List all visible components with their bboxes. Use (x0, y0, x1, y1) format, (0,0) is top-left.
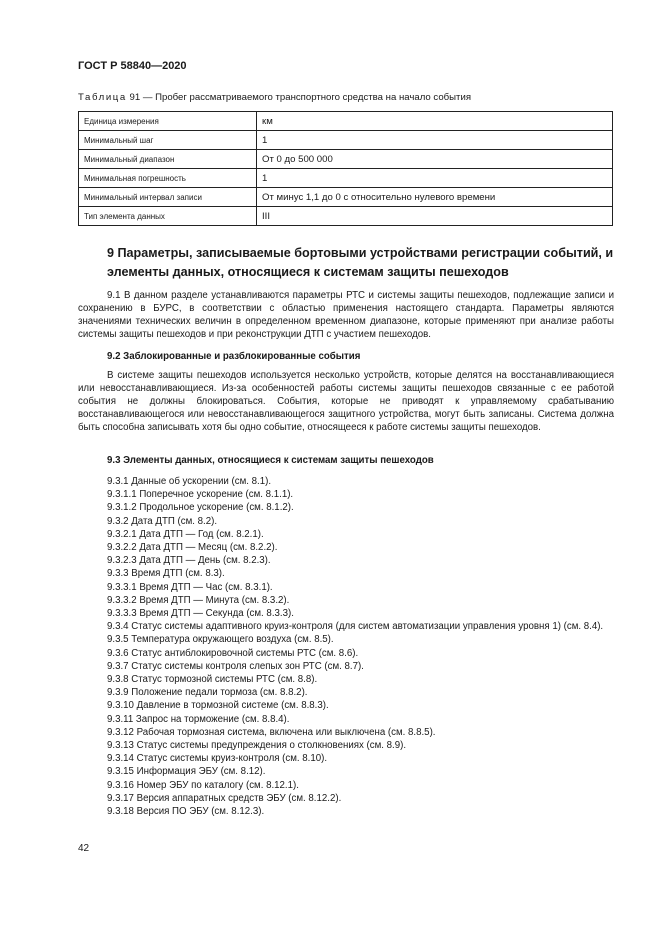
list-item: 9.3.5 Температура окружающего воздуха (см. 8.5). (107, 634, 334, 646)
table-cell-key: Тип элемента данных (79, 207, 257, 226)
table-caption (78, 92, 471, 103)
list-item: 9.3.3.2 Время ДТП — Минута (см. 8.3.2). (107, 594, 290, 606)
list-item: 9.3.4 Статус системы адаптивного круиз-контроля (для систем автоматизации управления уровня 1) (см. 8.4). (107, 621, 604, 633)
subsection-9-2-heading: 9.2 Заблокированные и разблокированные события (107, 351, 361, 362)
list-item: 9.3.3 Время ДТП (см. 8.3). (107, 568, 225, 580)
table-cell-key: Минимальный интервал записи (79, 188, 257, 207)
list-item: 9.3.9 Положение педали тормоза (см. 8.8.2). (107, 687, 308, 699)
list-item: 9.3.17 Версия аппаратных средств ЭБУ (см. 8.12.2). (107, 792, 342, 804)
paragraph-9-2: В системе защиты пешеходов используется несколько устройств, которые делятся на восстанавливающиеся или невосстанавливающиеся. Из-за особенностей работы системы защиты пешеходов связанные с ее работой события не должны блокироваться. События, которые не приводят к управляемому срабатыванию восстанавливающегося или невосстанавливающегося защитного устройства, могут быть записаны. Система должна быть способна записывать хотя бы одно событие, относящееся к работе системы защиты пешеходов. (78, 370, 614, 433)
table-cell-key: Минимальная погрешность (79, 169, 257, 188)
table-row (79, 131, 613, 150)
paragraph-9-1: 9.1 В данном разделе устанавливаются параметры РТС и системы защиты пешеходов, подлежащие записи и сохранению в БУРС, в соответствии с областью применения настоящего стандарта. Параметры являются значениями технических величин в определенном временном диапазоне, которые применяют при анализе работы системы защиты пешеходов и при реконструкции ДТП с участием пешеходов. (78, 290, 614, 340)
parameter-table (78, 111, 613, 226)
list-item: 9.3.2.2 Дата ДТП — Месяц (см. 8.2.2). (107, 542, 278, 554)
list-item: 9.3.11 Запрос на торможение (см. 8.8.4). (107, 713, 290, 725)
table-cell-value: III (257, 207, 613, 226)
document-header: ГОСТ Р 58840—2020 (78, 60, 187, 72)
list-item: 9.3.12 Рабочая тормозная система, включена или выключена (см. 8.8.5). (107, 726, 436, 738)
table-row (79, 207, 613, 226)
table-row (79, 150, 613, 169)
list-item: 9.3.18 Версия ПО ЭБУ (см. 8.12.3). (107, 806, 265, 818)
list-item: 9.3.3.3 Время ДТП — Секунда (см. 8.3.3). (107, 608, 294, 620)
table-cell-value: От минус 1,1 до 0 с относительно нулевого времени (257, 188, 613, 207)
table-row (79, 188, 613, 207)
list-item: 9.3.2.3 Дата ДТП — День (см. 8.2.3). (107, 555, 271, 567)
table-cell-key: Единица измерения (79, 112, 257, 131)
list-item: 9.3.13 Статус системы предупреждения о столкновениях (см. 8.9). (107, 740, 407, 752)
data-elements-list (78, 475, 614, 818)
table-cell-key: Минимальный диапазон (79, 150, 257, 169)
table-cell-value: От 0 до 500 000 (257, 150, 613, 169)
list-item: 9.3.14 Статус системы круиз-контроля (см. 8.10). (107, 753, 328, 765)
table-caption-text: 91 — Пробег рассматриваемого транспортного средства на начало события (126, 92, 472, 103)
list-item: 9.3.15 Информация ЭБУ (см. 8.12). (107, 766, 266, 778)
list-item: 9.3.2.1 Дата ДТП — Год (см. 8.2.1). (107, 528, 264, 540)
table-cell-key: Минимальный шаг (79, 131, 257, 150)
section-9-heading: 9 Параметры, записываемые бортовыми устройствами регистрации событий, и элементы данных, относящиеся к системам защиты пешеходов (107, 246, 614, 279)
list-item: 9.3.6 Статус антиблокировочной системы РТС (см. 8.6). (107, 647, 359, 659)
list-item: 9.3.16 Номер ЭБУ по каталогу (см. 8.12.1). (107, 779, 299, 791)
table-cell-value: км (257, 112, 613, 131)
page-number: 42 (78, 843, 90, 854)
table-row (79, 169, 613, 188)
table-cell-value: 1 (257, 169, 613, 188)
list-item: 9.3.8 Статус тормозной системы РТС (см. 8.8). (107, 674, 318, 686)
table-caption-prefix: Таблица (78, 92, 127, 103)
list-item: 9.3.1.2 Продольное ускорение (см. 8.1.2). (107, 502, 294, 514)
list-item: 9.3.1.1 Поперечное ускорение (см. 8.1.1). (107, 489, 294, 501)
list-item: 9.3.7 Статус системы контроля слепых зон РТС (см. 8.7). (107, 660, 364, 672)
subsection-9-3-heading: 9.3 Элементы данных, относящиеся к системам защиты пешеходов (107, 455, 434, 466)
list-item: 9.3.10 Давление в тормозной системе (см. 8.8.3). (107, 700, 329, 712)
table-row (79, 112, 613, 131)
list-item: 9.3.1 Данные об ускорении (см. 8.1). (107, 476, 272, 487)
table-cell-value: 1 (257, 131, 613, 150)
list-item: 9.3.2 Дата ДТП (см. 8.2). (107, 515, 218, 527)
list-item: 9.3.3.1 Время ДТП — Час (см. 8.3.1). (107, 581, 273, 593)
